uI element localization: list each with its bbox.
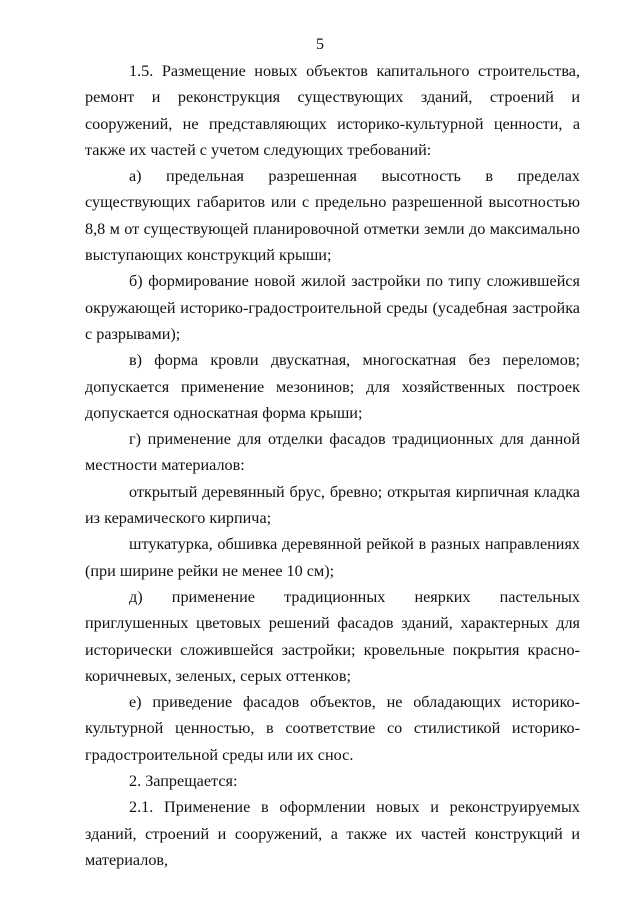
paragraph-item-a: а) предельная разрешенная высотность в пределах существующих габаритов или с предельно разрешенной высотностью 8,8 м от существующей планировочной отметки земли до максимально выступающих конструкций крыши; xyxy=(85,167,580,265)
document-body xyxy=(85,58,580,873)
paragraph-material-plaster: штукатурка, обшивка деревянной рейкой в разных направлениях (при ширине рейки не менее 10 см); xyxy=(85,535,580,580)
paragraph-2-heading: 2. Запрещается: xyxy=(129,772,238,791)
paragraph-item-g: г) применение для отделки фасадов традиционных для данной местности материалов: xyxy=(85,430,580,475)
paragraph-item-e: е) приведение фасадов объектов, не обладающих историко-культурной ценностью, в соответствие со стилистикой историко-градостроительной среды или их снос. xyxy=(85,693,580,764)
paragraph-item-b: б) формирование новой жилой застройки по типу сложившейся окружающей историко-градостроительной среды (усадебная застройка с разрывами); xyxy=(85,272,580,343)
paragraph-item-v: в) форма кровли двускатная, многоскатная без переломов; допускается применение мезонинов; для хозяйственных построек допускается односкатная форма крыши; xyxy=(85,351,580,422)
paragraph-2-1: 2.1. Применение в оформлении новых и реконструируемых зданий, строений и сооружений, а также их частей конструкций и материалов, xyxy=(85,798,580,869)
paragraph-1-5: 1.5. Размещение новых объектов капитального строительства, ремонт и реконструкция существующих зданий, строений и сооружений, не представляющих историко-культурной ценности, а также их частей с учетом следующих требований: xyxy=(85,62,580,159)
paragraph-material-brick: открытый деревянный брус, бревно; открытая кирпичная кладка из керамического кирпича; xyxy=(85,482,580,528)
paragraph-item-d: д) применение традиционных неярких пастельных приглушенных цветовых решений фасадов зданий, характерных для исторически сложившейся застройки; кровельные покрытия красно-коричневых, зеленых, серых оттенков; xyxy=(85,587,580,685)
page-number: 5 xyxy=(316,36,324,53)
